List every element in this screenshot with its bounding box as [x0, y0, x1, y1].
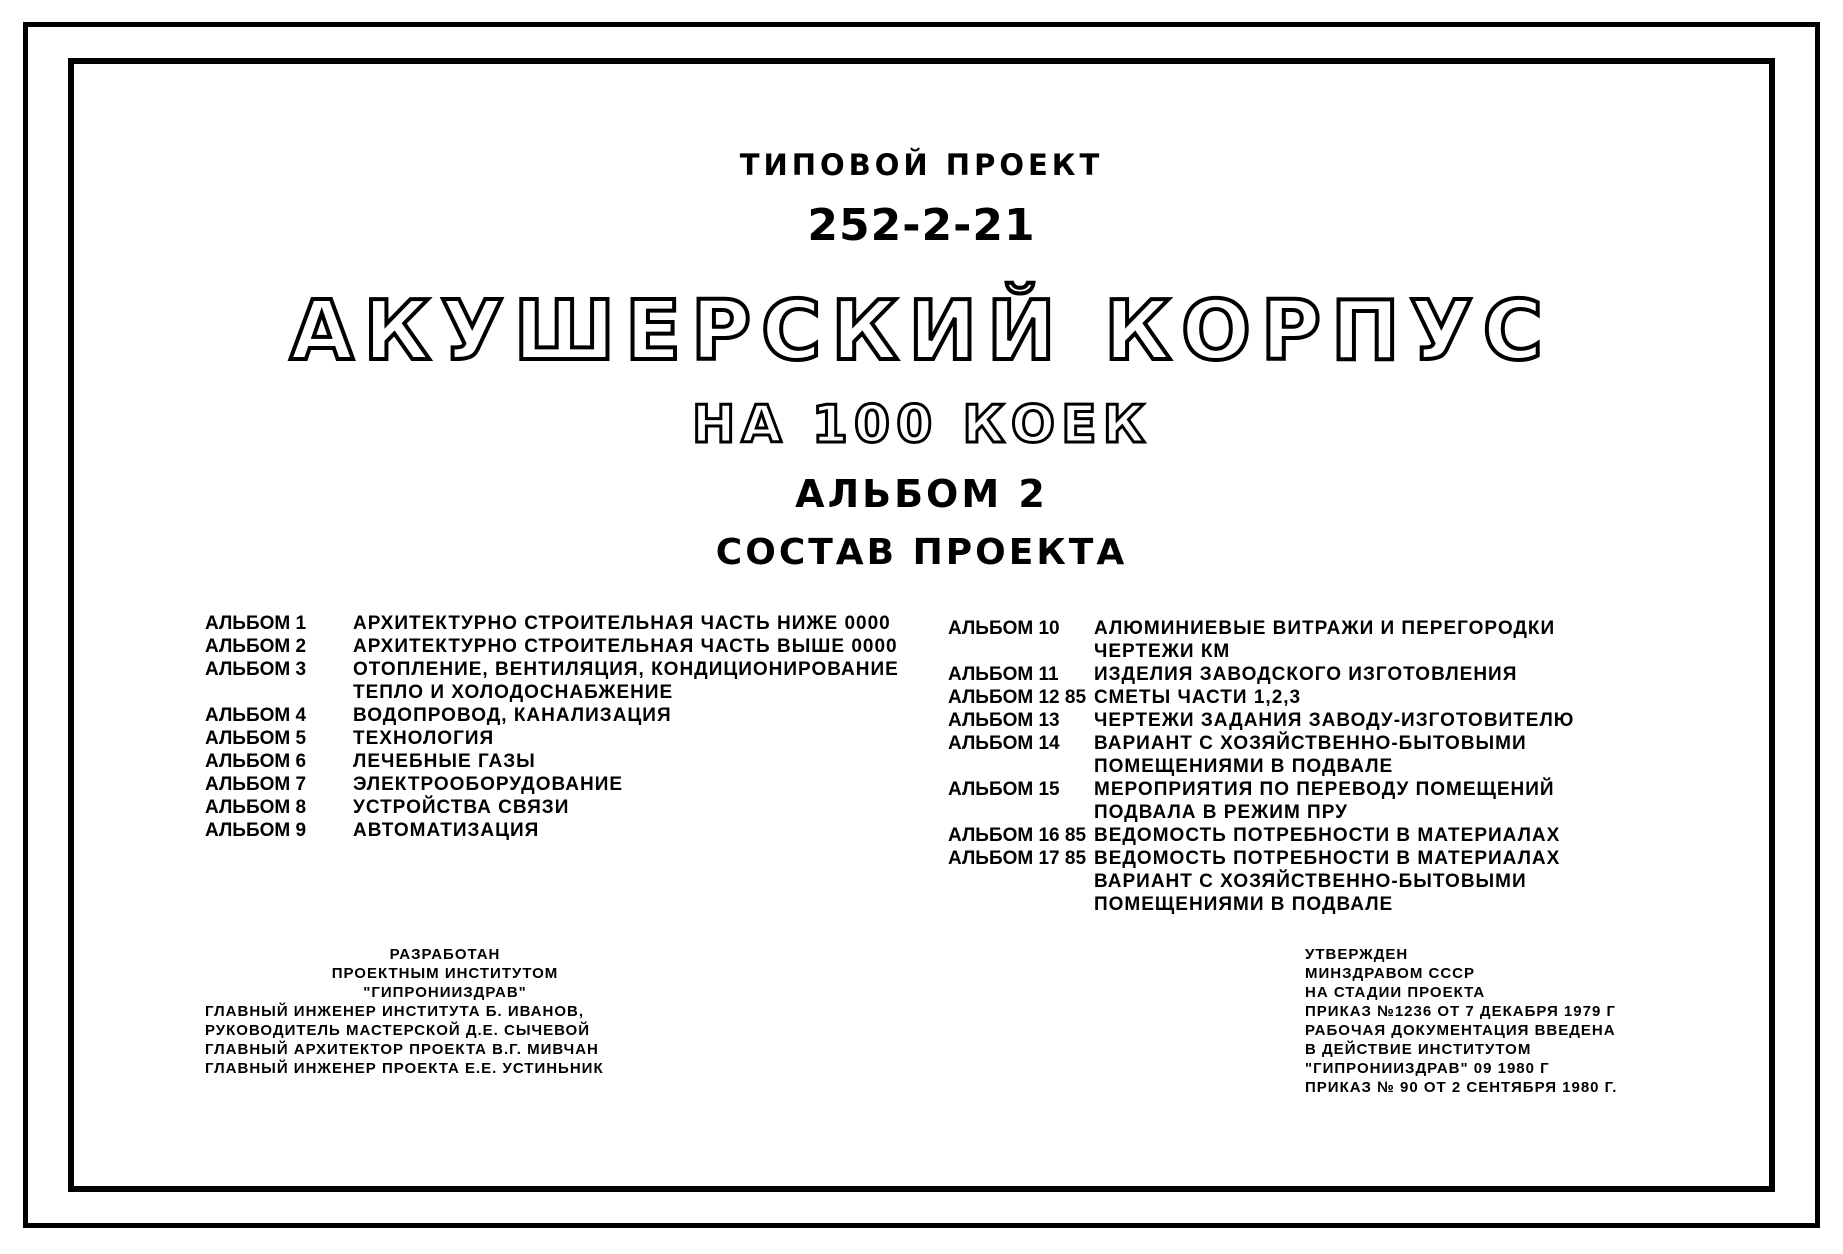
album-label: АЛЬБОМ 6: [205, 751, 307, 772]
list-item: [948, 778, 1628, 824]
album-label: АЛЬБОМ 1: [205, 613, 307, 634]
album-description: ИЗДЕЛИЯ ЗАВОДСКОГО ИЗГОТОВЛЕНИЯ: [1094, 664, 1518, 685]
album-label: АЛЬБОМ 16 85: [948, 825, 1087, 846]
developer-line: ГЛАВНЫЙ АРХИТЕКТОР ПРОЕКТА В.Г. МИВЧАН: [205, 1041, 599, 1058]
album-description: УСТРОЙСТВА СВЯЗИ: [353, 797, 570, 818]
album-description: ОТОПЛЕНИЕ, ВЕНТИЛЯЦИЯ, КОНДИЦИОНИРОВАНИЕ ТЕПЛО И ХОЛОДОСНАБЖЕНИЕ: [353, 659, 899, 703]
approval-line: РАБОЧАЯ ДОКУМЕНТАЦИЯ ВВЕДЕНА: [1305, 1022, 1616, 1039]
developer-block: [205, 945, 685, 1078]
album-description: АЛЮМИНИЕВЫЕ ВИТРАЖИ И ПЕРЕГОРОДКИ ЧЕРТЕЖИ КМ: [1094, 618, 1556, 662]
album-description: ЧЕРТЕЖИ ЗАДАНИЯ ЗАВОДУ-ИЗГОТОВИТЕЛЮ: [1094, 710, 1575, 731]
list-item: [948, 617, 1628, 663]
album-label: АЛЬБОМ 13: [948, 710, 1060, 731]
album-description: ВОДОПРОВОД, КАНАЛИЗАЦИЯ: [353, 705, 672, 726]
album-number: АЛЬБОМ 2: [795, 472, 1048, 516]
list-item: [205, 819, 905, 842]
album-description: СМЕТЫ ЧАСТИ 1,2,3: [1094, 687, 1302, 708]
developer-line: ГЛАВНЫЙ ИНЖЕНЕР ПРОЕКТА Е.Е. УСТИНЬНИК: [205, 1060, 604, 1077]
album-description: АРХИТЕКТУРНО СТРОИТЕЛЬНАЯ ЧАСТЬ НИЖЕ 0000: [353, 613, 891, 634]
album-description: ВЕДОМОСТЬ ПОТРЕБНОСТИ В МАТЕРИАЛАХ: [1094, 825, 1561, 846]
album-label: АЛЬБОМ 17 85: [948, 848, 1087, 869]
album-label: АЛЬБОМ 10: [948, 618, 1060, 639]
list-item: [948, 709, 1628, 732]
approval-line: УТВЕРЖДЕН: [1305, 946, 1409, 963]
album-label: АЛЬБОМ 4: [205, 705, 307, 726]
album-description: МЕРОПРИЯТИЯ ПО ПЕРЕВОДУ ПОМЕЩЕНИЙ ПОДВАЛА В РЕЖИМ ПРУ: [1094, 779, 1555, 823]
approval-line: В ДЕЙСТВИЕ ИНСТИТУТОМ: [1305, 1041, 1532, 1058]
album-label: АЛЬБОМ 2: [205, 636, 307, 657]
album-description: ТЕХНОЛОГИЯ: [353, 728, 495, 749]
album-description: ЛЕЧЕБНЫЕ ГАЗЫ: [353, 751, 536, 772]
project-code: 252-2-21: [807, 200, 1036, 251]
album-description: АРХИТЕКТУРНО СТРОИТЕЛЬНАЯ ЧАСТЬ ВЫШЕ 0000: [353, 636, 898, 657]
contents-heading: СОСТАВ ПРОЕКТА: [715, 532, 1128, 573]
album-label: АЛЬБОМ 8: [205, 797, 307, 818]
album-description: ВЕДОМОСТЬ ПОТРЕБНОСТИ В МАТЕРИАЛАХ ВАРИАНТ С ХОЗЯЙСТВЕННО-БЫТОВЫМИ ПОМЕЩЕНИЯМИ В ПОДВАЛЕ: [1094, 848, 1561, 915]
approval-block: [1305, 945, 1665, 1097]
album-label: АЛЬБОМ 5: [205, 728, 307, 749]
developer-header: РАЗРАБОТАН ПРОЕКТНЫМ ИНСТИТУТОМ "ГИПРОНИИЗДРАВ": [331, 946, 559, 1001]
approval-line: НА СТАДИИ ПРОЕКТА: [1305, 984, 1486, 1001]
album-label: АЛЬБОМ 11: [948, 664, 1059, 685]
approval-line: ПРИКАЗ №1236 ОТ 7 ДЕКАБРЯ 1979 Г: [1305, 1003, 1616, 1020]
list-item: [205, 796, 905, 819]
album-label: АЛЬБОМ 7: [205, 774, 307, 795]
approval-line: "ГИПРОНИИЗДРАВ" 09 1980 Г: [1305, 1060, 1550, 1077]
list-item: [205, 773, 905, 796]
list-item: [205, 750, 905, 773]
album-description: ЭЛЕКТРООБОРУДОВАНИЕ: [353, 774, 624, 795]
list-item: [948, 847, 1628, 916]
album-description: АВТОМАТИЗАЦИЯ: [353, 820, 540, 841]
list-item: [205, 727, 905, 750]
album-description: ВАРИАНТ С ХОЗЯЙСТВЕННО-БЫТОВЫМИ ПОМЕЩЕНИЯМИ В ПОДВАЛЕ: [1094, 733, 1527, 777]
album-list-left: [205, 612, 905, 842]
list-item: [205, 658, 905, 704]
album-label: АЛЬБОМ 3: [205, 659, 307, 680]
list-item: [948, 663, 1628, 686]
list-item: [948, 732, 1628, 778]
list-item: [948, 686, 1628, 709]
developer-line: РУКОВОДИТЕЛЬ МАСТЕРСКОЙ Д.Е. СЫЧЕВОЙ: [205, 1022, 590, 1039]
approval-line: МИНЗДРАВОМ СССР: [1305, 965, 1476, 982]
list-item: [948, 824, 1628, 847]
document-type: ТИПОВОЙ ПРОЕКТ: [739, 148, 1104, 182]
list-item: [205, 635, 905, 658]
page-title: АКУШЕРСКИЙ КОРПУС: [290, 284, 1553, 379]
list-item: [205, 704, 905, 727]
album-label: АЛЬБОМ 9: [205, 820, 307, 841]
list-item: [205, 612, 905, 635]
album-label: АЛЬБОМ 15: [948, 779, 1060, 800]
developer-line: ГЛАВНЫЙ ИНЖЕНЕР ИНСТИТУТА Б. ИВАНОВ,: [205, 1003, 585, 1020]
album-label: АЛЬБОМ 14: [948, 733, 1060, 754]
approval-line: ПРИКАЗ № 90 ОТ 2 СЕНТЯБРЯ 1980 Г.: [1305, 1079, 1618, 1096]
album-list-right: [948, 617, 1628, 916]
album-label: АЛЬБОМ 12 85: [948, 687, 1087, 708]
page-subtitle: НА 100 КОЕК: [691, 395, 1152, 455]
